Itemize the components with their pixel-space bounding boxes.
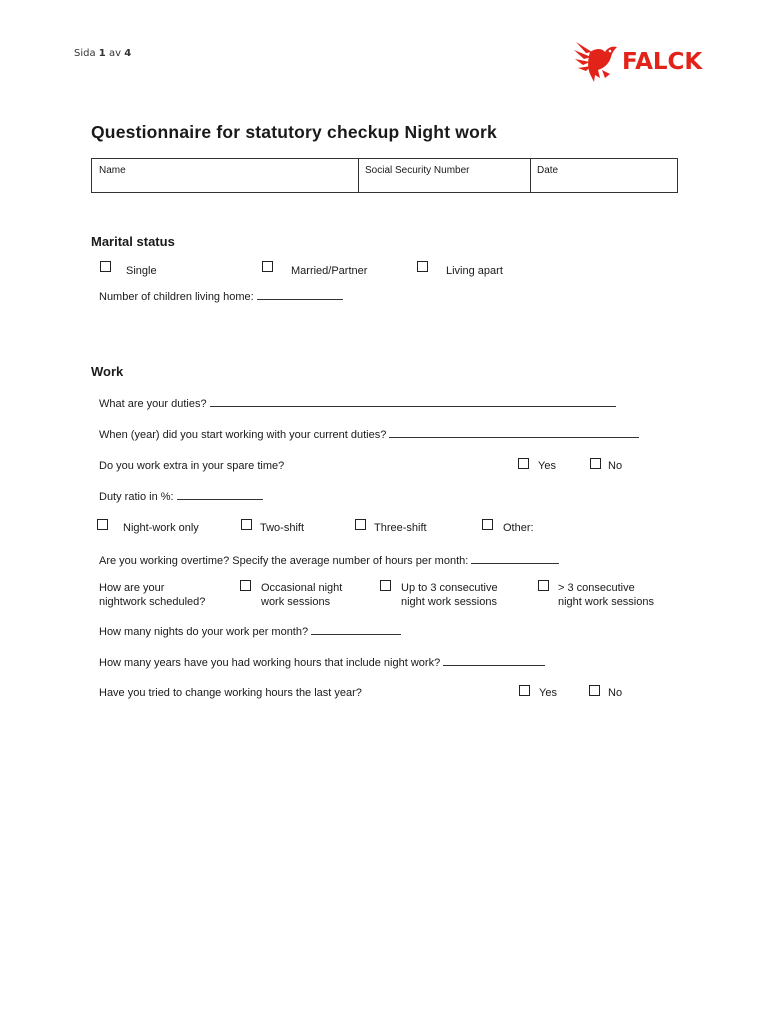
logo-wordmark: FALCK <box>622 49 703 75</box>
living-apart-label: Living apart <box>446 265 503 277</box>
date-field[interactable] <box>530 159 677 192</box>
extra-yes-checkbox[interactable] <box>518 458 529 469</box>
page-prefix: Sida <box>74 48 96 59</box>
other-checkbox[interactable] <box>482 519 493 530</box>
three-shift-label: Three-shift <box>374 522 427 534</box>
page-current: 1 <box>98 48 106 59</box>
single-checkbox[interactable] <box>100 261 111 272</box>
three-shift-checkbox[interactable] <box>355 519 366 530</box>
children-row <box>99 289 343 303</box>
nights-row <box>99 624 401 638</box>
scheduled-label-line2: nightwork scheduled? <box>99 596 206 608</box>
two-shift-label: Two-shift <box>260 522 305 534</box>
change-no-label: No <box>608 687 623 699</box>
duty-ratio-label: Duty ratio in %: <box>99 491 174 503</box>
ssn-field[interactable] <box>358 159 530 192</box>
more-than-3-line1: > 3 consecutive <box>558 582 635 594</box>
more-than-3-checkbox[interactable] <box>538 580 549 591</box>
duty-ratio-input[interactable] <box>177 489 263 500</box>
start-row <box>99 427 639 441</box>
two-shift-checkbox[interactable] <box>241 519 252 530</box>
start-input[interactable] <box>389 427 639 438</box>
married-checkbox[interactable] <box>262 261 273 272</box>
children-input[interactable] <box>257 289 343 300</box>
years-label: How many years have you had working hours that include night work? <box>99 657 441 669</box>
page-sep: av <box>108 48 121 59</box>
other-label: Other: <box>503 522 534 534</box>
nights-label: How many nights do your work per month? <box>99 626 309 638</box>
change-yes-checkbox[interactable] <box>519 685 530 696</box>
duties-row <box>99 396 616 410</box>
single-label: Single <box>126 265 157 277</box>
occasional-line1: Occasional night <box>261 582 343 594</box>
nights-input[interactable] <box>311 624 401 635</box>
extra-no-label: No <box>608 460 623 472</box>
duties-label: What are your duties? <box>99 398 207 410</box>
living-apart-checkbox[interactable] <box>417 261 428 272</box>
up-to-3-line1: Up to 3 consecutive <box>401 582 498 594</box>
up-to-3-line2: night work sessions <box>401 596 497 608</box>
marital-heading: Marital status <box>91 234 175 249</box>
work-heading: Work <box>91 364 124 379</box>
years-input[interactable] <box>443 655 545 666</box>
married-label: Married/Partner <box>291 265 368 277</box>
change-no-checkbox[interactable] <box>589 685 600 696</box>
occasional-line2: work sessions <box>261 596 331 608</box>
identity-table <box>91 158 678 193</box>
more-than-3-line2: night work sessions <box>558 596 654 608</box>
overtime-input[interactable] <box>471 553 559 564</box>
page-number <box>74 48 131 59</box>
extra-label: Do you work extra in your spare time? <box>99 460 285 472</box>
extra-no-checkbox[interactable] <box>590 458 601 469</box>
griffin-icon <box>572 38 620 84</box>
night-only-checkbox[interactable] <box>97 519 108 530</box>
date-label: Date <box>537 165 559 176</box>
change-label: Have you tried to change working hours the last year? <box>99 687 362 699</box>
name-label: Name <box>99 165 126 176</box>
night-only-label: Night-work only <box>123 522 199 534</box>
ssn-label: Social Security Number <box>365 165 470 176</box>
years-row <box>99 655 545 669</box>
overtime-label: Are you working overtime? Specify the average number of hours per month: <box>99 555 469 567</box>
falck-logo <box>572 38 722 84</box>
start-label: When (year) did you start working with your current duties? <box>99 429 387 441</box>
up-to-3-label <box>401 581 498 609</box>
occasional-label <box>261 581 342 609</box>
page-title: Questionnaire for statutory checkup Night work <box>91 122 497 142</box>
page-total: 4 <box>124 48 132 59</box>
children-label: Number of children living home: <box>99 291 254 303</box>
up-to-3-checkbox[interactable] <box>380 580 391 591</box>
scheduled-label-line1: How are your <box>99 582 165 594</box>
occasional-checkbox[interactable] <box>240 580 251 591</box>
overtime-row <box>99 553 559 567</box>
duty-ratio-row <box>99 489 263 503</box>
extra-yes-label: Yes <box>538 460 556 472</box>
duties-input[interactable] <box>210 396 616 407</box>
more-than-3-label <box>558 581 654 609</box>
change-yes-label: Yes <box>539 687 557 699</box>
scheduled-label <box>99 581 205 609</box>
name-field[interactable] <box>92 159 358 192</box>
